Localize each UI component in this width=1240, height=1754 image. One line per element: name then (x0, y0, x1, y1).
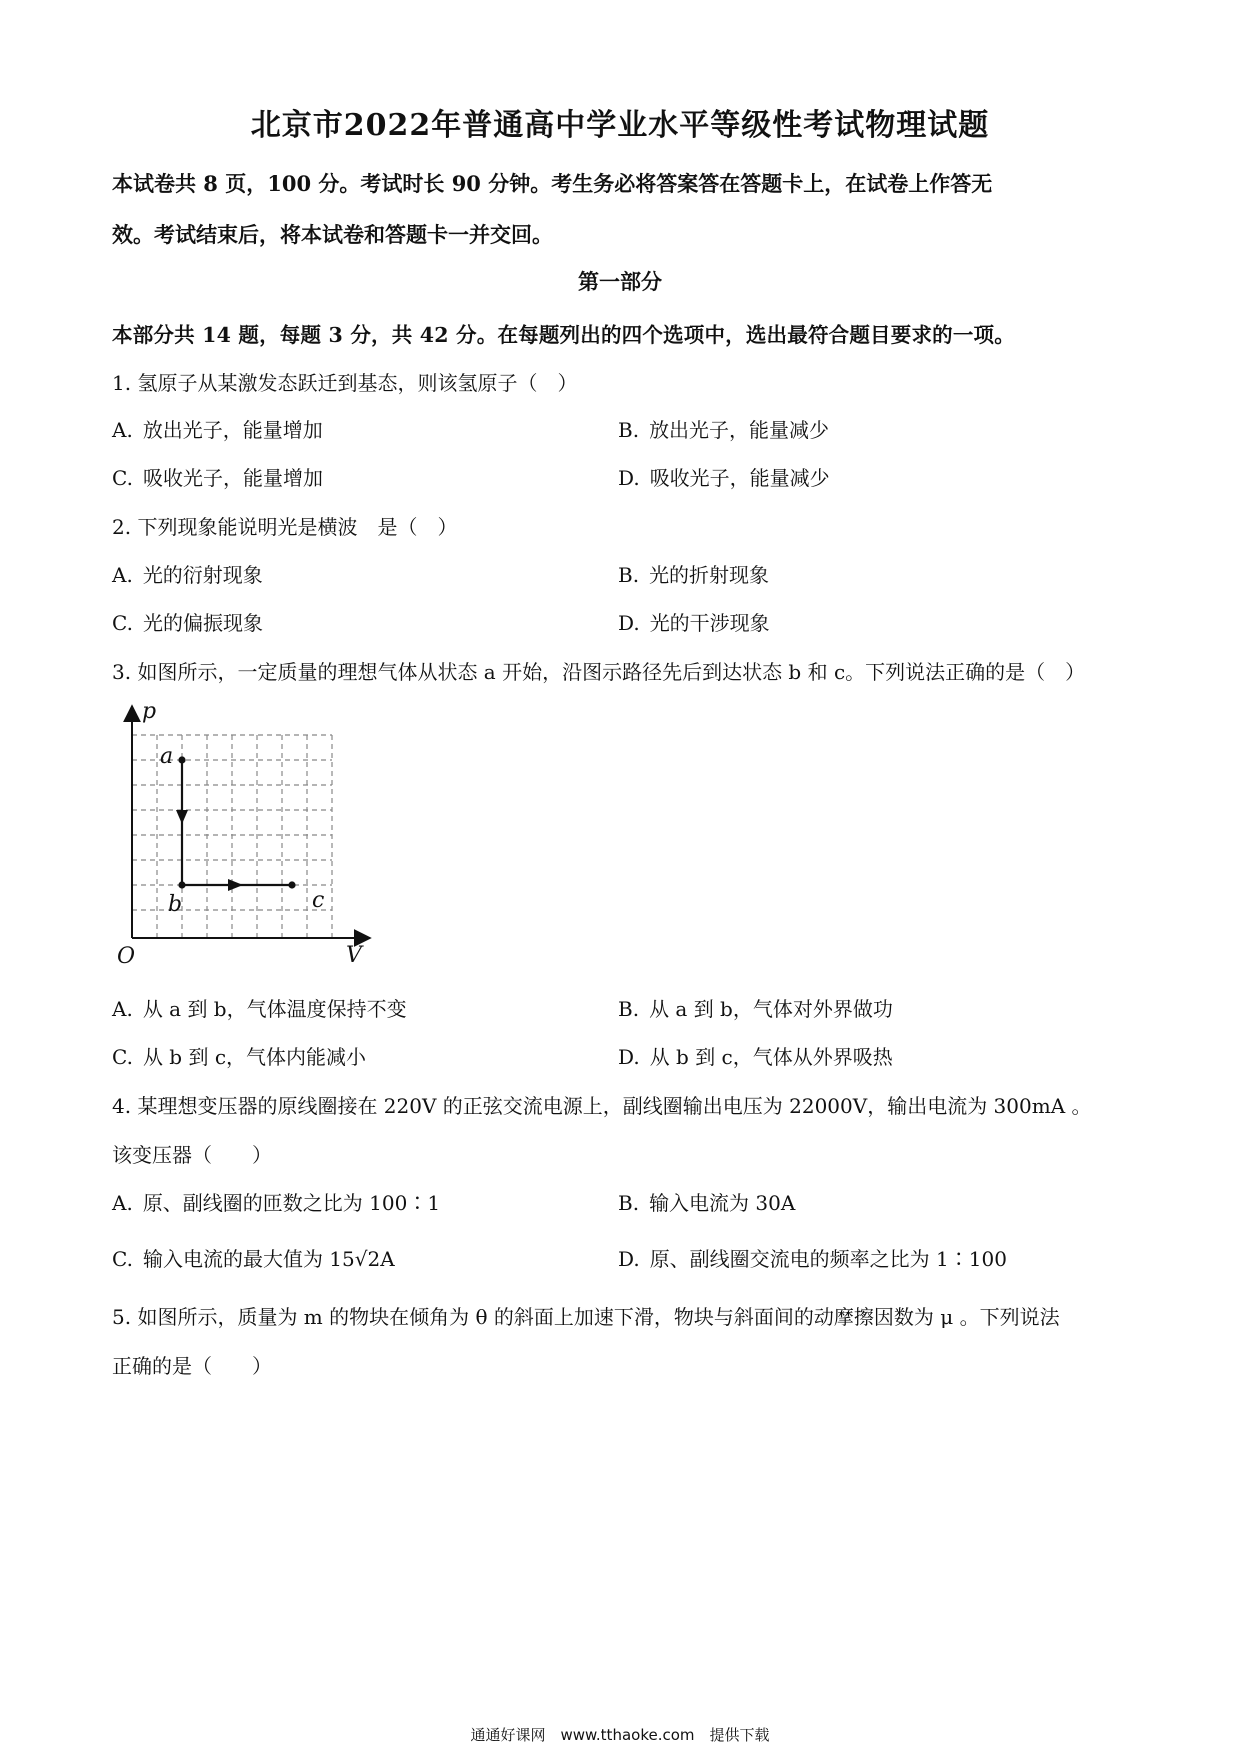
question-3-option-c[interactable]: C. 从 b 到 c，气体内能减小 (112, 1045, 367, 1069)
question-1-option-a[interactable]: A. 放出光子，能量增加 (112, 418, 323, 442)
question-1-option-b[interactable]: B. 放出光子，能量减少 (618, 418, 830, 442)
question-1-option-c[interactable]: C. 吸收光子，能量增加 (112, 466, 323, 490)
question-1-stem: 1. 氢原子从某激发态跃迁到基态，则该氢原子（ ） (112, 371, 578, 395)
question-2-option-a[interactable]: A. 光的衍射现象 (112, 563, 263, 587)
exam-instructions-line-1: 本试卷共 8 页，100 分。考试时长 90 分钟。考生务必将答案答在答题卡上，在试卷上作答无 (112, 171, 993, 196)
pv-diagram (112, 700, 382, 980)
question-4-option-d[interactable]: D. 原、副线圈交流电的频率之比为 1∶100 (618, 1247, 1007, 1271)
question-2-option-d[interactable]: D. 光的干涉现象 (618, 611, 770, 635)
arrow-right-icon (228, 879, 243, 891)
question-5-stem-line-2: 正确的是（ ） (112, 1354, 272, 1378)
question-1-option-d[interactable]: D. 吸收光子，能量减少 (618, 466, 830, 490)
state-a-label: a (160, 744, 174, 769)
state-b-point (178, 881, 185, 888)
question-3-option-a[interactable]: A. 从 a 到 b，气体温度保持不变 (112, 997, 407, 1021)
question-3-option-d[interactable]: D. 从 b 到 c，气体从外界吸热 (618, 1045, 893, 1069)
v-axis-label: V (346, 943, 362, 968)
state-c-point (288, 881, 295, 888)
section-title: 第一部分 (578, 269, 662, 294)
question-2-stem: 2. 下列现象能说明光是横波 是（ ） (112, 515, 458, 539)
arrow-down-icon (176, 810, 188, 824)
question-5-stem-line-1: 5. 如图所示，质量为 m 的物块在倾角为 θ 的斜面上加速下滑，物块与斜面间的动摩擦因数为 μ 。下列说法 (112, 1305, 1060, 1329)
question-4-stem-line-1: 4. 某理想变压器的原线圈接在 220V 的正弦交流电源上，副线圈输出电压为 22000V，输出电流为 300mA 。 (112, 1094, 1092, 1118)
question-2-option-c[interactable]: C. 光的偏振现象 (112, 611, 263, 635)
question-4-option-c[interactable]: C. 输入电流的最大值为 15√2A (112, 1247, 395, 1271)
question-4-stem-line-2: 该变压器（ ） (112, 1143, 272, 1167)
page-footer: 通通好课网 www.tthaoke.com 提供下载 (470, 1726, 770, 1744)
question-3-stem: 3. 如图所示，一定质量的理想气体从状态 a 开始，沿图示路径先后到达状态 b 和 c。下列说法正确的是（ ） (112, 660, 1086, 684)
page-title: 北京市2022年普通高中学业水平等级性考试物理试题 (250, 108, 990, 143)
state-c-label: c (312, 888, 325, 913)
question-4-option-a[interactable]: A. 原、副线圈的匝数之比为 100∶1 (112, 1191, 441, 1215)
question-2-option-b[interactable]: B. 光的折射现象 (618, 563, 770, 587)
exam-instructions-line-2: 效。考试结束后，将本试卷和答题卡一并交回。 (112, 222, 553, 247)
question-4-option-b[interactable]: B. 输入电流为 30A (618, 1191, 796, 1215)
question-3-option-b[interactable]: B. 从 a 到 b，气体对外界做功 (618, 997, 893, 1021)
origin-label: O (117, 944, 136, 969)
state-a-point (178, 756, 185, 763)
state-b-label: b (168, 892, 183, 917)
section-description: 本部分共 14 题，每题 3 分，共 42 分。在每题列出的四个选项中，选出最符合题目要求的一项。 (112, 323, 1015, 347)
p-axis-label: p (142, 700, 157, 724)
